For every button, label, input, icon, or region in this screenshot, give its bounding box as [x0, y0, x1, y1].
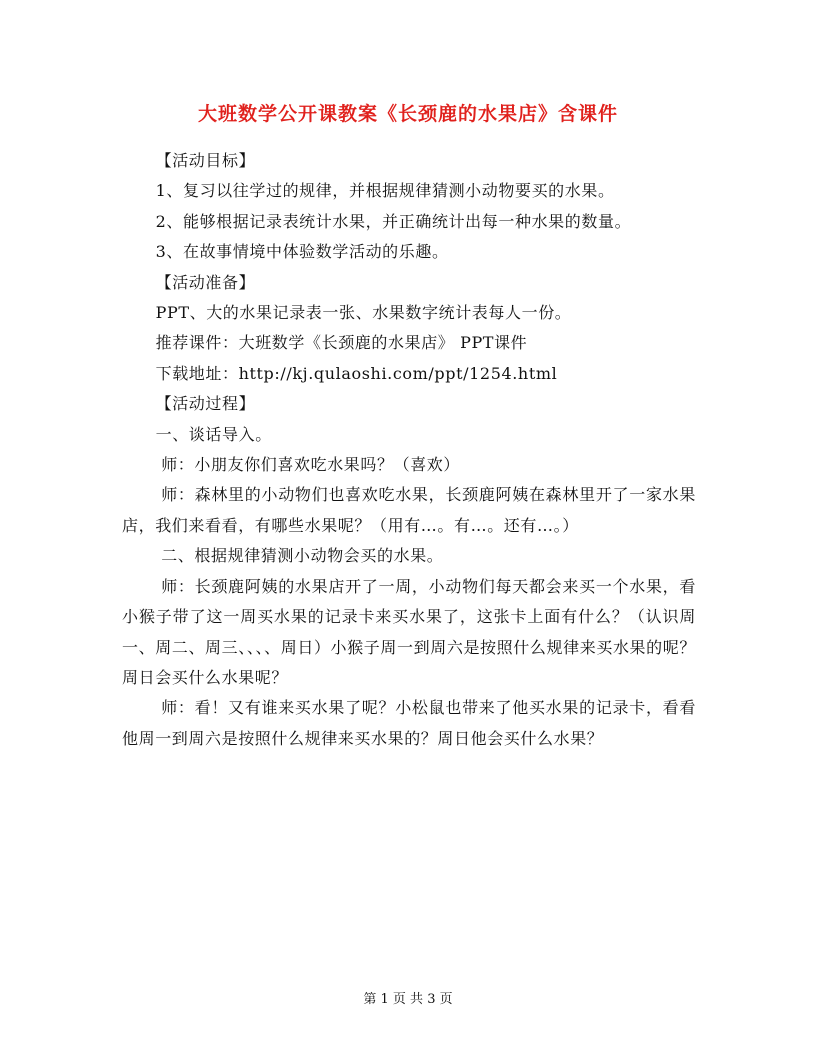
recommended-courseware: 推荐课件：大班数学《长颈鹿的水果店》 PPT课件 [155, 333, 528, 353]
section-heading-goals: 【活动目标】 [155, 151, 256, 170]
download-address: 下载地址：http://kj.qulaoshi.com/ppt/1254.html [155, 363, 558, 383]
preparation-text: PPT、大的水果记录表一张、水果数字统计表每人一份。 [155, 303, 572, 323]
dialogue-paragraph-1: 师：小朋友你们喜欢吃水果吗？（喜欢） [161, 455, 460, 475]
step-heading-1: 一、谈话导入。 [155, 424, 272, 444]
dialogue-paragraph-3: 师：长颈鹿阿姨的水果店开了一周，小动物们每天都会来买一个水果，看小猴子带了这一周买水果的记录卡来买水果了，这张卡上面有什么？（认识周一、周二、周三、、、、周日）小猴子周一到周六是按照什么规律来买水果的呢？周日会买什么水果呢？ [122, 576, 696, 687]
dialogue-paragraph-2: 师：森林里的小动物们也喜欢吃水果，长颈鹿阿姨在森林里开了一家水果店，我们来看看，有哪些水果呢？（用有…。有…。还有…。） [122, 485, 696, 535]
step-heading-2: 二、根据规律猜测小动物会买的水果。 [161, 546, 444, 566]
page-number: 第 1 页 共 3 页 [363, 992, 453, 1007]
section-heading-process: 【活动过程】 [155, 394, 256, 414]
goal-item-3: 3、在故事情境中体验数学活动的乐趣。 [155, 242, 449, 262]
document-body [122, 146, 696, 754]
goal-item-1: 1、复习以往学过的规律，并根据规律猜测小动物要买的水果。 [155, 181, 615, 201]
document-title: 大班数学公开课教案《长颈鹿的水果店》含课件 [197, 103, 618, 125]
goal-item-2: 2、能够根据记录表统计水果，并正确统计出每一种水果的数量。 [155, 211, 632, 231]
section-heading-preparation: 【活动准备】 [155, 272, 256, 292]
dialogue-paragraph-4: 师：看！又有谁来买水果了呢？小松鼠也带来了他买水果的记录卡，看看他周一到周六是按照什么规律来买水果的？周日他会买什么水果？ [122, 698, 696, 748]
